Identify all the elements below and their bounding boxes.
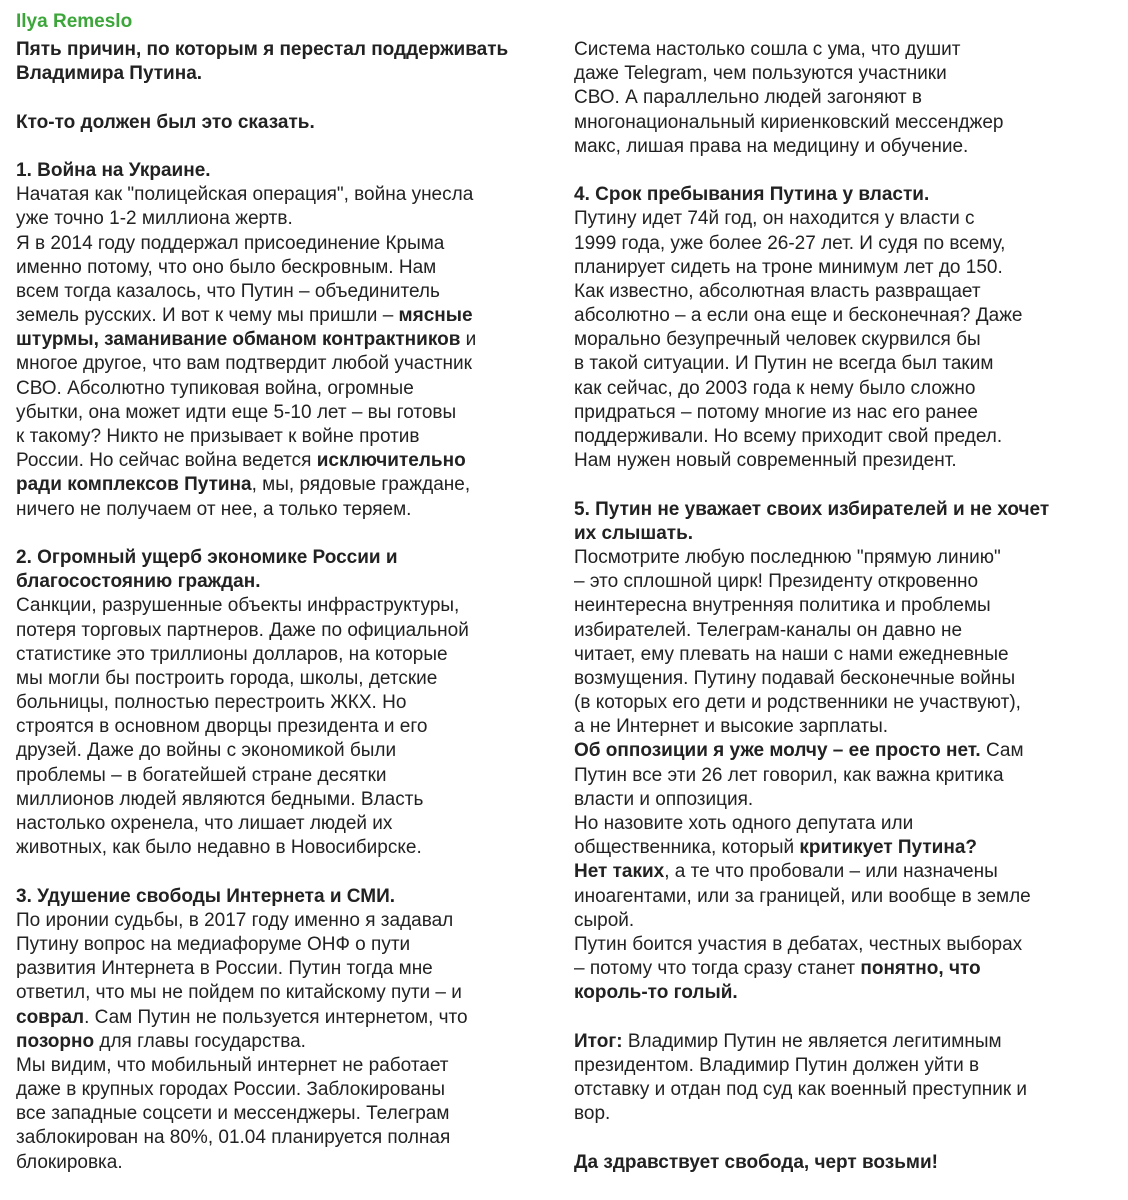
text-line [574,1030,1119,1054]
text-line [16,691,561,715]
bold-text: Об оппозиции я уже молчу – ее просто нет. [574,740,981,762]
text-run: именно потому, что оно было бескровным. Нам [16,256,437,278]
text-line [16,62,561,86]
text-run: избирателей. Телеграм-каналы он давно не [574,619,963,641]
text-run: Но назовите хоть одного депутата или [574,813,914,834]
bold-text: 5. Путин не уважает своих избирателей и не хочет [574,498,1050,520]
bold-text: ради комплексов Путина [16,474,252,496]
text-line [574,232,1119,256]
bold-text: король-то голый. [574,982,738,1004]
text-line [16,643,561,667]
text-run: Сам [980,740,1024,762]
text-run: макс, лишая права на медицину и обучение. [574,135,969,157]
bold-text: 2. Огромный ущерб экономике России и [16,546,398,568]
text-run: Путин все эти 26 лет говорил, как важна критика [574,764,1004,786]
bold-text: благосостоянию граждан. [16,571,261,593]
text-run: придраться – потому многие из нас его ранее [574,401,978,423]
bold-text: мясные [398,305,473,327]
text-line [574,401,1119,425]
text-run: – это сплошной цирк! Президенту откровенно [574,571,979,593]
text-line [574,328,1119,352]
text-line [16,1054,561,1078]
text-line [16,933,561,957]
bold-text: Владимира Путина. [16,63,203,85]
text-line [574,570,1119,594]
text-line [574,667,1119,691]
text-line [16,232,561,256]
text-line [16,764,561,788]
text-line [16,328,561,352]
text-run: проблемы – в богатейшей стране десятки [16,764,387,786]
text-line [574,86,1119,110]
text-line [574,111,1119,135]
text-line [574,764,1119,788]
text-line [574,691,1119,715]
text-run: 1999 года, уже более 26-27 лет. И судя по всему, [574,232,1006,254]
text-line [574,957,1119,981]
text-run: , а те что пробовали – или назначены [664,861,998,883]
text-line [16,207,561,231]
text-run: Мы видим, что мобильный интернет не работает [16,1054,449,1076]
text-run: По иронии судьбы, в 2017 году именно я задавал [16,909,454,931]
text-run: (в которых его дети и родственники не участвуют), [574,692,1021,714]
text-line [574,135,1119,159]
text-line [16,377,561,401]
text-line [574,715,1119,739]
text-run: многонациональный кириенковский мессенджер [574,111,1004,133]
text-line [574,498,1119,522]
text-line [574,304,1119,328]
text-line [574,1054,1119,1078]
text-line [16,1126,561,1150]
text-line [574,860,1119,884]
text-run: ответил, что мы не пойдем по китайскому пути – и [16,982,462,1004]
text-run: абсолютно – а если она еще и бесконечная? Даже [574,305,1023,327]
text-run: общественника, который [574,837,800,859]
text-line [574,207,1119,231]
blank-line [574,473,1119,497]
text-run: Санкции, разрушенные объекты инфраструктуры, [16,595,460,617]
text-run: Начатая как "полицейская операция", война унесла [16,184,474,206]
blank-line [574,1126,1119,1150]
text-run: земель русских. И вот к чему мы пришли – [16,305,399,327]
text-line [574,619,1119,643]
blank-line [574,1006,1119,1030]
text-line [16,981,561,1005]
text-run: и [460,329,477,351]
text-run: развития Интернета в России. Путин тогда мне [16,958,433,980]
text-run: даже в крупных городах России. Заблокированы [16,1079,445,1101]
text-run: неинтересна внутренняя политика и проблемы [574,595,991,617]
text-run: больницы, полностью перестроить ЖКХ. Но [16,692,407,714]
text-line [16,401,561,425]
text-run: многое другое, что вам подтвердит любой участник [16,353,472,375]
text-line [16,739,561,763]
bold-text: их слышать. [574,522,694,544]
bold-text: 3. Удушение свободы Интернета и СМИ. [16,885,396,907]
text-line [574,546,1119,570]
text-run: статистике это триллионы долларов, на которые [16,643,448,665]
text-line [16,1102,561,1126]
text-run: убытки, она может идти еще 5-10 лет – вы готовы [16,401,457,423]
text-run: друзей. Даже до войны с экономикой были [16,740,397,762]
blank-line [16,522,561,546]
text-run: животных, как было недавно в Новосибирске. [16,837,422,859]
text-run: миллионов людей являются бедными. Власть [16,788,424,810]
bold-text: критикует Путина? [799,837,977,859]
text-run: морально безупречный человек скурвился бы [574,329,981,351]
text-line [16,425,561,449]
text-line [16,449,561,473]
bold-text: позорно [16,1030,95,1052]
bold-text: Кто-то должен был это сказать. [16,111,315,133]
text-run: в такой ситуации. И Путин не всегда был таким [574,353,994,375]
text-line [16,38,561,62]
text-line [574,377,1119,401]
blank-line [16,86,561,110]
text-line [16,957,561,981]
text-run: . Сам Путин не пользуется интернетом, что [84,1006,468,1028]
text-line [16,546,561,570]
text-run: вор. [574,1103,611,1125]
text-line [574,643,1119,667]
bold-text: исключительно [316,450,466,472]
bold-text: Да здравствует свобода, черт возьми! [574,1151,938,1173]
text-line [16,1030,561,1054]
text-line [16,594,561,618]
text-line [16,183,561,207]
text-run: для главы государства. [94,1030,306,1052]
text-run: к такому? Никто не призывает к войне против [16,426,420,447]
text-run: заблокирован на 80%, 01.04 планируется полная [16,1127,451,1149]
text-run: настолько охренела, что лишает людей их [16,813,393,834]
text-run: все западные соцсети и мессенджеры. Телеграм [16,1103,450,1125]
bold-text: Нет таких [574,861,665,883]
text-line [16,836,561,860]
text-run: иноагентами, или за границей, или вообще в земле [574,885,1031,907]
text-line [574,449,1119,473]
text-line [574,788,1119,812]
text-run: ничего не получаем от нее, а только теряем. [16,498,412,520]
text-line [574,183,1119,207]
text-run: планирует сидеть на троне минимум лет до 150. [574,256,1003,278]
text-run: Путину идет 74й год, он находится у власти с [574,208,975,230]
text-line [16,111,561,135]
blank-line [16,860,561,884]
text-line [16,256,561,280]
bold-text: Пять причин, по которым я перестал поддерживать [16,39,509,60]
text-line [16,788,561,812]
text-line [574,1078,1119,1102]
text-line [16,667,561,691]
text-line [16,812,561,836]
text-run: отставку и отдан под суд как военный преступник и [574,1079,1028,1101]
text-run: возмущения. Путину подавай бесконечные войны [574,667,1016,689]
text-line [16,159,561,183]
text-run: Как известно, абсолютная власть развращает [574,280,981,302]
bold-text: понятно, что [860,958,981,980]
text-line [574,739,1119,763]
text-run: потеря торговых партнеров. Даже по официальной [16,619,469,641]
text-line [574,594,1119,618]
author-name[interactable]: Ilya Remeslo [16,11,133,32]
text-line [574,62,1119,86]
text-line [574,522,1119,546]
text-run: а не Интернет и высокие зарплаты. [574,716,889,738]
text-run: Путину вопрос на медиафоруме ОНФ о пути [16,933,411,955]
text-line [574,981,1119,1005]
text-line [574,1151,1119,1175]
text-line [574,352,1119,376]
text-line [16,885,561,909]
text-run: президентом. Владимир Путин должен уйти в [574,1054,980,1076]
text-line [574,909,1119,933]
text-run: России. Но сейчас война ведется [16,450,317,472]
text-run: СВО. А параллельно людей загоняют в [574,87,922,109]
bold-text: штурмы, заманивание обманом контрактников [16,329,461,351]
text-run: Путин боится участия в дебатах, честных выборах [574,933,1023,955]
text-run: Владимир Путин не является легитимным [622,1030,1002,1052]
text-run: поддерживали. Но всему приходит свой предел. [574,426,1003,447]
text-line [16,570,561,594]
text-run: строятся в основном дворцы президента и его [16,716,428,738]
blank-line [16,135,561,159]
text-run: Система настолько сошла с ума, что душит [574,39,961,60]
post-text-left-column [16,38,561,1175]
text-run: власти и оппозиция. [574,788,754,810]
text-line [16,619,561,643]
text-line [16,280,561,304]
text-line [16,909,561,933]
text-line [16,715,561,739]
text-run: – потому что тогда сразу станет [574,958,861,980]
text-line [16,1151,561,1175]
text-line [16,1078,561,1102]
text-line [574,836,1119,860]
post-text-right-column [574,38,1119,1175]
bold-text: 4. Срок пребывания Путина у власти. [574,184,930,206]
text-line [574,812,1119,836]
text-run: всем тогда казалось, что Путин – объединитель [16,280,440,302]
text-run: Нам нужен новый современный президент. [574,450,957,472]
text-run: , мы, рядовые граждане, [251,474,471,496]
text-run: мы могли бы построить города, школы, детские [16,667,438,689]
text-run: уже точно 1-2 миллиона жертв. [16,208,293,230]
text-run: как сейчас, до 2003 года к нему было сложно [574,377,976,399]
text-line [16,498,561,522]
bold-text: соврал [16,1006,85,1028]
text-run: сырой. [574,909,635,931]
text-line [16,1006,561,1030]
text-line [574,933,1119,957]
text-line [574,38,1119,62]
text-run: даже Telegram, чем пользуются участники [574,63,947,85]
text-run: СВО. Абсолютно тупиковая война, огромные [16,377,414,399]
text-run: Посмотрите любую последнюю "прямую линию" [574,546,1001,568]
text-run: читает, ему плевать на наши с нами ежедневные [574,643,1009,665]
bold-text: 1. Война на Украине. [16,159,211,181]
text-line [574,425,1119,449]
text-line [574,280,1119,304]
text-line [16,473,561,497]
text-line [574,1102,1119,1126]
text-run: блокировка. [16,1151,123,1173]
text-line [16,304,561,328]
text-line [16,352,561,376]
text-line [574,885,1119,909]
blank-line [574,159,1119,183]
text-run: Я в 2014 году поддержал присоединение Крыма [16,232,445,254]
text-line [574,256,1119,280]
bold-text: Итог: [574,1030,623,1052]
